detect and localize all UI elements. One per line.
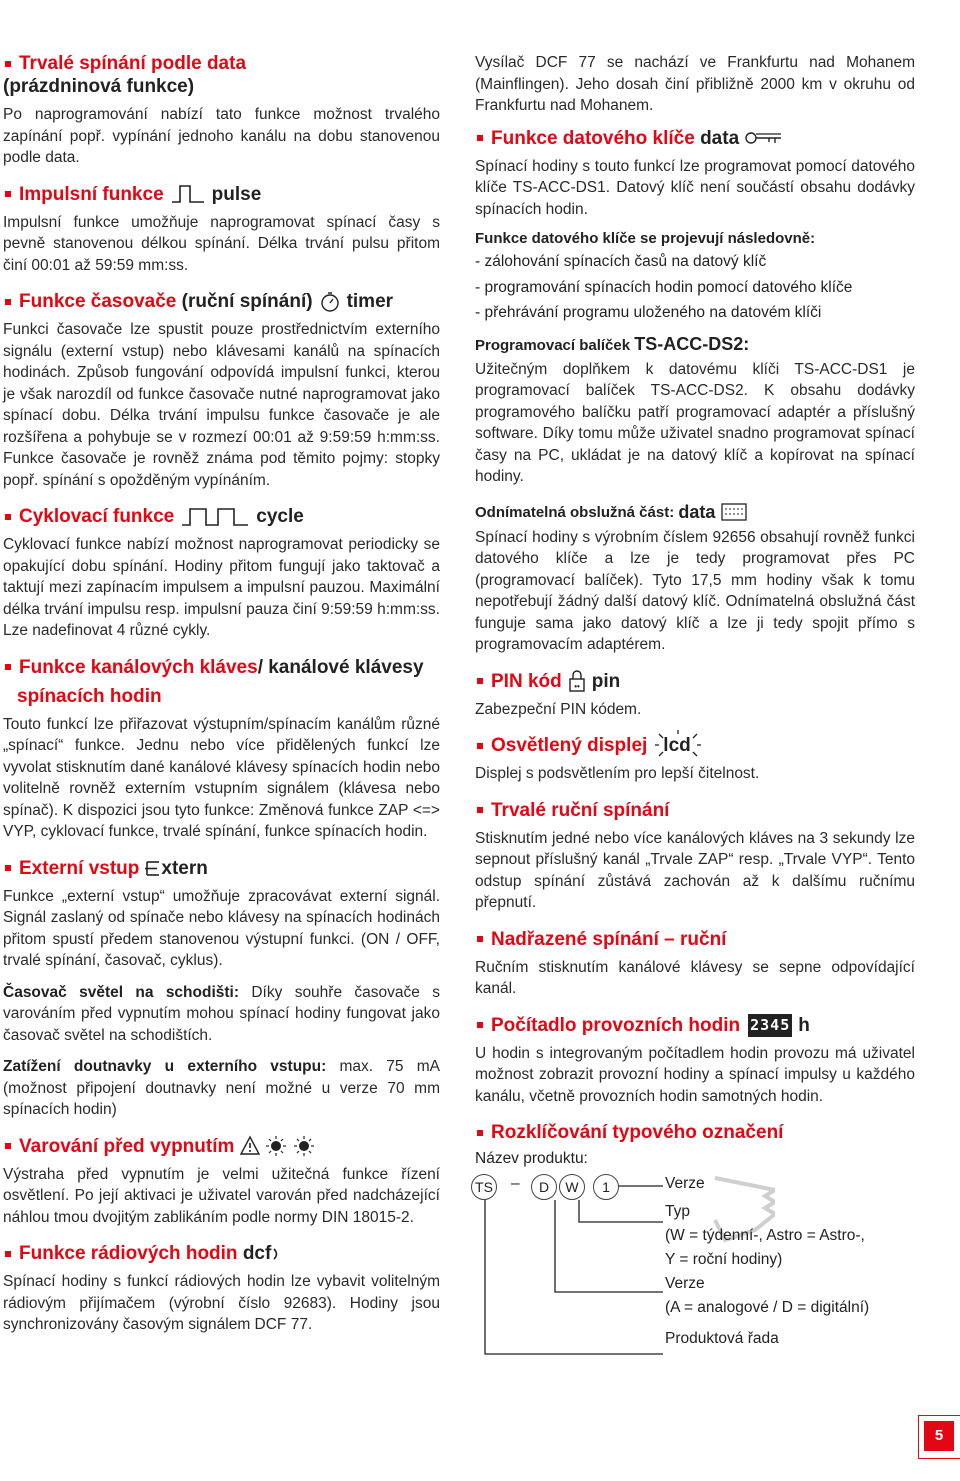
label-product-line: Produktová řada — [665, 1330, 779, 1347]
code-w: W — [559, 1174, 585, 1200]
paragraph: Funkci časovače lze spustit pouze prostřednictvím externího signálu (externí vstup) nebo klávesami kanálů na spínacích hodinách. Způsob fungování odpovídá impulsní funkci, kterou je však narozdíl od funkce časovače nutné naprogramovat jako spínací dobu. Délka trvání impulsu funkce časovače je ale rozšířena a pohybuje se v rozmezí 00:01 až 9:59:59 h:mm:ss. Funkce časovače je rovněž známa pod těmito pojmy: stopky popř. spínání s opožděným vypínáním. — [3, 321, 440, 489]
heading-black: pulse — [211, 183, 262, 205]
section-radio-clock — [3, 1242, 440, 1336]
subheading-b: data — [678, 501, 716, 522]
section-external-input — [3, 857, 440, 1121]
cycle-icon — [180, 507, 250, 527]
section-heading — [475, 127, 915, 150]
bullet-icon — [5, 191, 11, 197]
list-item: - programování spínacích hodin pomocí datového klíče — [475, 278, 853, 296]
paragraph-glow-lamp — [3, 1056, 440, 1121]
bullet-icon — [5, 1143, 11, 1149]
section-heading — [3, 183, 440, 206]
paragraph: Ručním stisknutím kanálové klávesy se sepne odpovídající kanál. — [475, 958, 915, 997]
section-data-key — [475, 127, 915, 488]
heading-red: Trvalé spínání podle data — [19, 53, 247, 74]
label-type: Typ — [665, 1203, 690, 1220]
bullet-icon — [5, 664, 11, 670]
counter-digits: 2345 — [748, 1014, 792, 1037]
list-item: - přehrávání programu uloženého na datovém klíči — [475, 304, 822, 321]
heading-black: data — [700, 127, 740, 149]
extern-arrow-icon — [145, 859, 161, 877]
heading-red: Funkce kanálových kláves — [19, 656, 258, 678]
label-version-desc: (A = analogové / D = digitální) — [665, 1299, 870, 1316]
bullet-icon — [5, 1251, 11, 1257]
bullet-icon — [477, 743, 483, 749]
bullet-icon — [5, 299, 11, 305]
heading-red: Funkce časovače — [19, 291, 177, 312]
heading-black: h — [798, 1014, 810, 1036]
heading-red: Varování před vypnutím — [19, 1135, 235, 1157]
pulse-icon — [170, 184, 206, 204]
code-dash: – — [511, 1175, 520, 1192]
svg-text:••: •• — [573, 682, 580, 691]
section-heading — [3, 1135, 440, 1158]
paragraph: Po naprogramování nabízí tato funkce možnost trvalého zapínání popř. vypínání jednoho kanálu na dobu stanovenou podle data. — [3, 106, 440, 166]
bold-lead: Zatížení doutnavky u externího vstupu: — [3, 1058, 327, 1075]
bullet-icon — [5, 514, 11, 520]
stopwatch-icon — [319, 291, 341, 313]
heading-black-timer: timer — [346, 291, 394, 312]
heading-red: Osvětlený displej — [491, 735, 648, 756]
bullet-icon — [477, 807, 483, 813]
subheading-a: Programovací balíček — [475, 336, 631, 354]
section-switch-off-warning — [3, 1135, 440, 1229]
radio-wave-icon — [272, 1245, 282, 1263]
section-heading — [475, 734, 915, 757]
paragraph: Výstraha před vypnutím je velmi užitečná funkce řízení osvětlení. Po její aktivaci je uživatel varován před nadcházející náhlou tmou dvojitým zablikáním podle normy DIN 18015-2. — [3, 1165, 440, 1226]
paragraph: Cyklovací funkce nabízí možnost naprogramovat periodicky se opakující dobu spínání. Hodiny přitom fungují jako taktovač a taktují mezi zapínacím impulsem a impulsní pauzou. Maximální délka trvání impulsu resp. impulsní pauza činí 9:59:59 h:mm:ss. Lze nadefinovat 4 různé cykly. — [3, 536, 440, 639]
heading-red: Nadřazené spínání – ruční — [491, 928, 727, 950]
heading-black: xtern — [161, 857, 208, 879]
section-heading — [475, 1121, 915, 1144]
paragraph-stair-light — [3, 982, 440, 1047]
paragraph: Displej s podsvětlením pro lepší čitelnost. — [475, 765, 760, 782]
code-1: 1 — [593, 1174, 619, 1200]
section-channel-keys — [3, 656, 440, 843]
paragraph: Zabezpeční PIN kódem. — [475, 700, 642, 718]
subheading: Funkce datového klíče se projevují následovně: — [475, 230, 816, 247]
paragraph: Spínací hodiny s výrobním číslem 92656 obsahují rovněž funkci datového klíče a lze je tedy programovat přes PC (programovací balíček). Tyto 17,5 mm hodiny však k tomu nepotřebují žádný další datový klíč. Odnímatelná obslužná část funguje sama jako datový klíč a lze ji tedy spojit přímo s programovacím adaptérem. — [475, 528, 915, 653]
heading-black: cycle — [256, 506, 304, 527]
label-type-desc2: Y = roční hodiny) — [665, 1251, 783, 1268]
bullet-icon — [477, 678, 483, 684]
lcd-backlight-icon — [657, 734, 696, 757]
label-type-desc1: (W = týdenní-, Astro = Astro-, — [665, 1227, 865, 1244]
paragraph: Užitečným doplňkem k datovému klíči TS-ACC-DS1 je programovací balíček TS-ACC-DS2. K obsahu dodávky programového balíčku patří programovací adaptér a příslušný software. Díky tomu může uživatel snadno programovat spínací časy na PC, ukládat je na datový klíč a kopírovat na spínací hodiny. — [475, 360, 915, 485]
heading-black: (ruční spínání) — [181, 291, 313, 312]
bullet-icon — [477, 1022, 483, 1028]
paragraph: U hodin s integrovaným počítadlem hodin provozu má uživatel možnost zobrazit provozní hodiny a spínací impulsy u každého kanálu, včetně provozních hodin samotných hodin. — [475, 1044, 915, 1105]
section-heading — [3, 52, 440, 98]
paragraph: Impulsní funkce umožňuje naprogramovat spínací časy s pevně stanovenou délkou spínání. Délka trvání pulsu přitom činí 00:01 až 59:59 mm:ss. — [3, 213, 440, 274]
paragraph: Touto funkcí lze přiřazovat výstupním/spínacím kanálům různé „spínací“ funkce. Jednu nebo více přidělených funkcí lze vyvolat stisknutím dané kanálové klávesy spínacích hodin nebo volitelně rovněž externím vstupním signálem (klávesa nebo spínač). K dispozici jsou tyto funkce: Změnová funkce ZAP <=> VYP, cyklovací funkce, trvalé spínání, funkce spínacích hodin. — [3, 715, 440, 840]
section-permanent-switching — [3, 52, 440, 169]
section-heading — [3, 290, 440, 313]
paragraph: Funkce „externí vstup“ umožňuje zpracovávat externí signál. Signál zaslaný od spínače nebo klávesy na spínacích hodinách přitom spustí předem stanovenou výstupní funkci. (ON / OFF, trvalé spínání, časovač, cyklus). — [3, 887, 440, 969]
heading-black: dcf — [242, 1243, 272, 1264]
intro-paragraph: Vysílač DCF 77 se nachází ve Frankfurtu nad Mohanem (Mainflingen). Jeho dosah činí přibližně 2000 km v okruhu od Frankfurtu nad Mohanem. — [475, 54, 915, 114]
heading-red: Impulsní funkce — [19, 183, 164, 205]
subheading-removable — [475, 502, 915, 523]
section-heading — [3, 1242, 440, 1265]
paragraph: Stisknutím jedné nebo více kanálových kláves na 3 sekundy lze sepnout příslušný kanál „Trvale ZAP“ resp. „Trvale VYP“. Tento odstup spínání zůstává zachován až k dalšímu ručnímu přepnutí. — [475, 829, 915, 911]
section-backlit-display — [475, 734, 915, 785]
bullet-icon — [477, 1130, 483, 1136]
paragraph: Spínací hodiny s funkcí rádiových hodin lze vybavit volitelným rádiovým přijímačem (výrobní číslo 92683). Hodiny jsou synchronizovány časovým signálem DCF 77. — [3, 1273, 440, 1333]
removable-unit-icon — [721, 503, 747, 521]
code-ts: TS — [471, 1174, 497, 1200]
section-pulse-function — [3, 183, 440, 277]
type-code-diagram — [475, 1150, 915, 1370]
paragraph-rest: max. 75 mA (možnost připojení doutnavky není možné u verze 70 mm spínacích hodin) — [3, 1058, 440, 1118]
bold-lead: Časovač světel na schodišti: — [3, 983, 240, 1001]
heading-red: PIN kód — [491, 670, 562, 692]
lock-icon — [568, 670, 586, 692]
product-name-label: Název produktu: — [475, 1150, 588, 1167]
bullet-icon — [477, 135, 483, 141]
heading-black: / kanálové klávesy — [257, 656, 424, 678]
warning-blink-icon — [240, 1135, 320, 1157]
heading-red: Počítadlo provozních hodin — [491, 1014, 741, 1036]
heading-red: Trvalé ruční spínání — [491, 799, 670, 821]
section-removable-unit — [475, 502, 915, 656]
section-pin — [475, 670, 915, 721]
label-version: Verze — [665, 1175, 705, 1192]
section-heading — [3, 656, 440, 679]
right-column — [475, 52, 915, 1384]
bullet-icon — [5, 61, 11, 67]
heading-black-line2: spínacích hodin — [17, 685, 162, 707]
list-item: - zálohování spínacích časů na datový klíč — [475, 253, 767, 270]
bullet-icon — [477, 936, 483, 942]
section-heading — [475, 928, 915, 951]
bullet-icon — [5, 865, 11, 871]
heading-red: Funkce datového klíče — [491, 127, 695, 149]
subheading-a: Odnímatelná obslužná část: — [475, 503, 675, 521]
page-number: 5 — [924, 1421, 954, 1451]
section-manual-permanent — [475, 799, 915, 914]
section-heading — [3, 505, 440, 528]
section-cycle-function — [3, 505, 440, 642]
code-d: D — [531, 1174, 557, 1200]
heading-red: Funkce rádiových hodin — [19, 1243, 238, 1264]
heading-red: Rozklíčování typového označení — [491, 1122, 784, 1143]
section-heading — [475, 1014, 915, 1037]
subheading-package — [475, 334, 915, 355]
section-type-decoding — [475, 1121, 915, 1370]
section-timer-function — [3, 290, 440, 491]
left-column — [3, 52, 440, 1350]
section-heading — [3, 857, 440, 880]
section-hour-counter — [475, 1014, 915, 1108]
heading-black: lcd — [663, 735, 691, 756]
label-version2: Verze — [665, 1275, 705, 1292]
section-heading — [475, 799, 915, 822]
section-override — [475, 928, 915, 1000]
heading-black: (prázdninová funkce) — [3, 76, 195, 97]
paragraph: Spínací hodiny s touto funkcí lze programovat pomocí datového klíče TS-ACC-DS1. Datový klíč není součástí obsahu dodávky spínacích hodin. — [475, 157, 915, 218]
heading-red: Externí vstup — [19, 857, 140, 879]
key-icon — [745, 130, 783, 146]
section-heading — [475, 670, 915, 693]
heading-black: pin — [591, 670, 621, 692]
subheading-b: TS-ACC-DS2: — [634, 333, 750, 354]
paragraph-rest: Díky souhře časovače s varováním před vypnutím mohou spínací hodiny fungovat jako časovač světel na schodištích. — [3, 983, 440, 1044]
heading-red: Cyklovací funkce — [19, 506, 175, 527]
